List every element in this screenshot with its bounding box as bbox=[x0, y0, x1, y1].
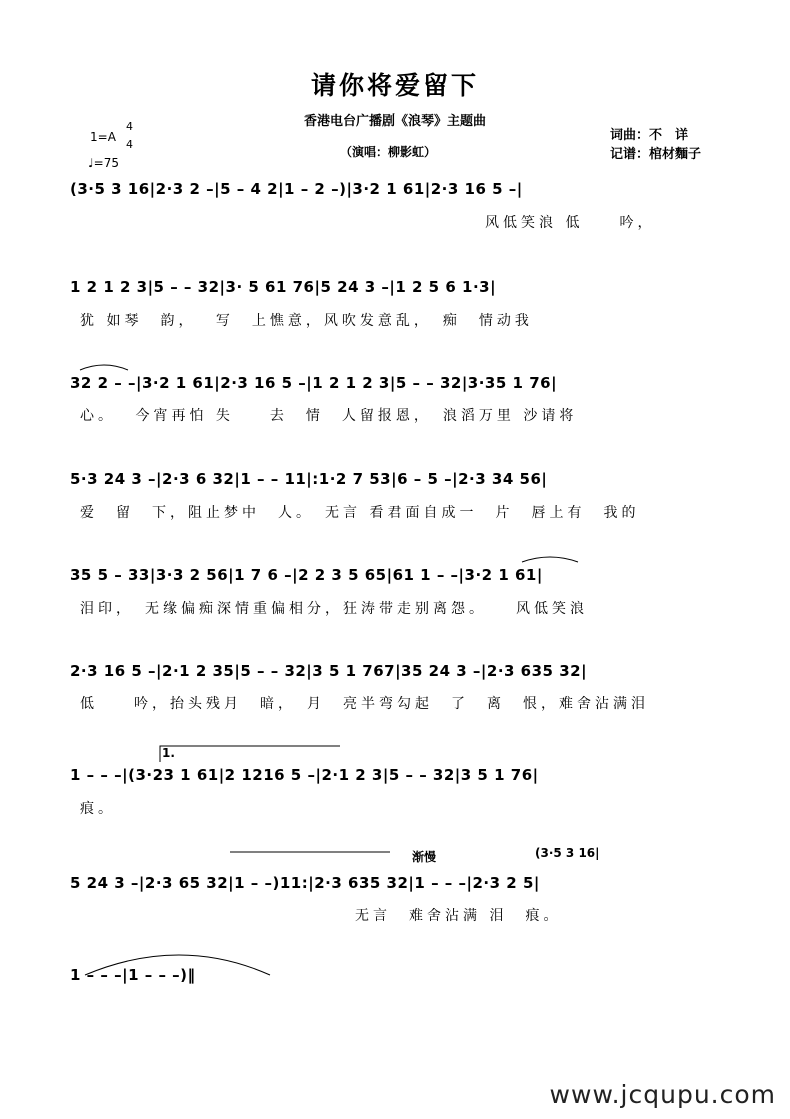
time-sig-top: 4 bbox=[126, 120, 133, 133]
notation-row-1: (3·5 3 16|2·3 2 –|5 – 4 2|1 – 2 –)|3·2 1 61|2·3 16 5 –| bbox=[70, 180, 523, 198]
lyric-row-2: 犹 如琴 韵， 写 上憔意，风吹发意乱， 痴 情动我 bbox=[80, 313, 533, 329]
lyric-row-7: 痕。 bbox=[80, 801, 116, 817]
notation-row-2: 1 2 1 2 3|5 – – 32|3· 5 61 76|5 24 3 –|1 2 5 6 1·3| bbox=[70, 278, 497, 296]
notation-row-3: 32 2 – –|3·2 1 61|2·3 16 5 –|1 2 1 2 3|5 – – 32|3·35 1 76| bbox=[70, 374, 558, 392]
time-sig-bottom: 4 bbox=[126, 138, 133, 151]
site-watermark: www.jcqupu.com bbox=[549, 1080, 776, 1109]
notation-row-8: 5 24 3 –|2·3 65 32|1 – –)11:|2·3 635 32|1 – – –|2·3 2 5| bbox=[70, 874, 540, 892]
lyric-row-6: 低 吟，抬头残月 暗， 月 亮半弯勾起 了 离 恨，难舍沾满泪 bbox=[80, 696, 649, 712]
lyricist-credit: 词曲：不 详 bbox=[610, 128, 689, 143]
volta-1-label: 1. bbox=[162, 746, 175, 760]
notation-row-7: 1 – – –|(3·23 1 61|2 1216 5 –|2·1 2 3|5 – – 32|3 5 1 76| bbox=[70, 766, 539, 784]
notation-row-4: 5·3 24 3 –|2·3 6 32|1 – – 11|:1·2 7 53|6 – 5 –|2·3 34 56| bbox=[70, 470, 548, 488]
lyric-row-3: 心。 今宵再怕 失 去 情 人留报恩， 浪滔万里 沙请将 bbox=[80, 408, 578, 424]
notation-row-5: 35 5 – 33|3·3 2 56|1 7 6 –|2 2 3 5 65|61 1 – –|3·2 1 61| bbox=[70, 566, 543, 584]
song-subtitle: 香港电台广播剧《浪琴》主题曲 bbox=[303, 114, 486, 129]
lyric-row-4: 爱 留 下，阻止梦中 人。 无言 看君面自成一 片 唇上有 我的 bbox=[80, 505, 640, 521]
lyric-row-5: 泪印， 无缘偏痴深情重偏相分，狂涛带走别离怨。 风低笑浪 bbox=[80, 601, 588, 617]
lyric-row-8: 无言 难舍沾满 泪 痕。 bbox=[355, 908, 562, 924]
song-title: 请你将爱留下 bbox=[310, 71, 479, 100]
rit-mark: 渐慢 bbox=[412, 850, 437, 864]
lyric-row-1: 风低笑浪 低 吟， bbox=[485, 215, 656, 231]
singer-credit: （演唱：柳影虹） bbox=[340, 145, 437, 159]
notation-row-9: 1 – – –|1 – – –)‖ bbox=[70, 966, 196, 984]
tempo-mark: ♩=75 bbox=[88, 156, 119, 170]
key-signature: 1=A bbox=[90, 130, 116, 144]
notation-row-6: 2·3 16 5 –|2·1 2 35|5 – – 32|3 5 1 767|35 24 3 –|2·3 635 32| bbox=[70, 662, 588, 680]
cue-notation: (3·5 3 16| bbox=[535, 846, 600, 860]
transcriber-credit: 记谱：棺材麵子 bbox=[610, 147, 702, 162]
